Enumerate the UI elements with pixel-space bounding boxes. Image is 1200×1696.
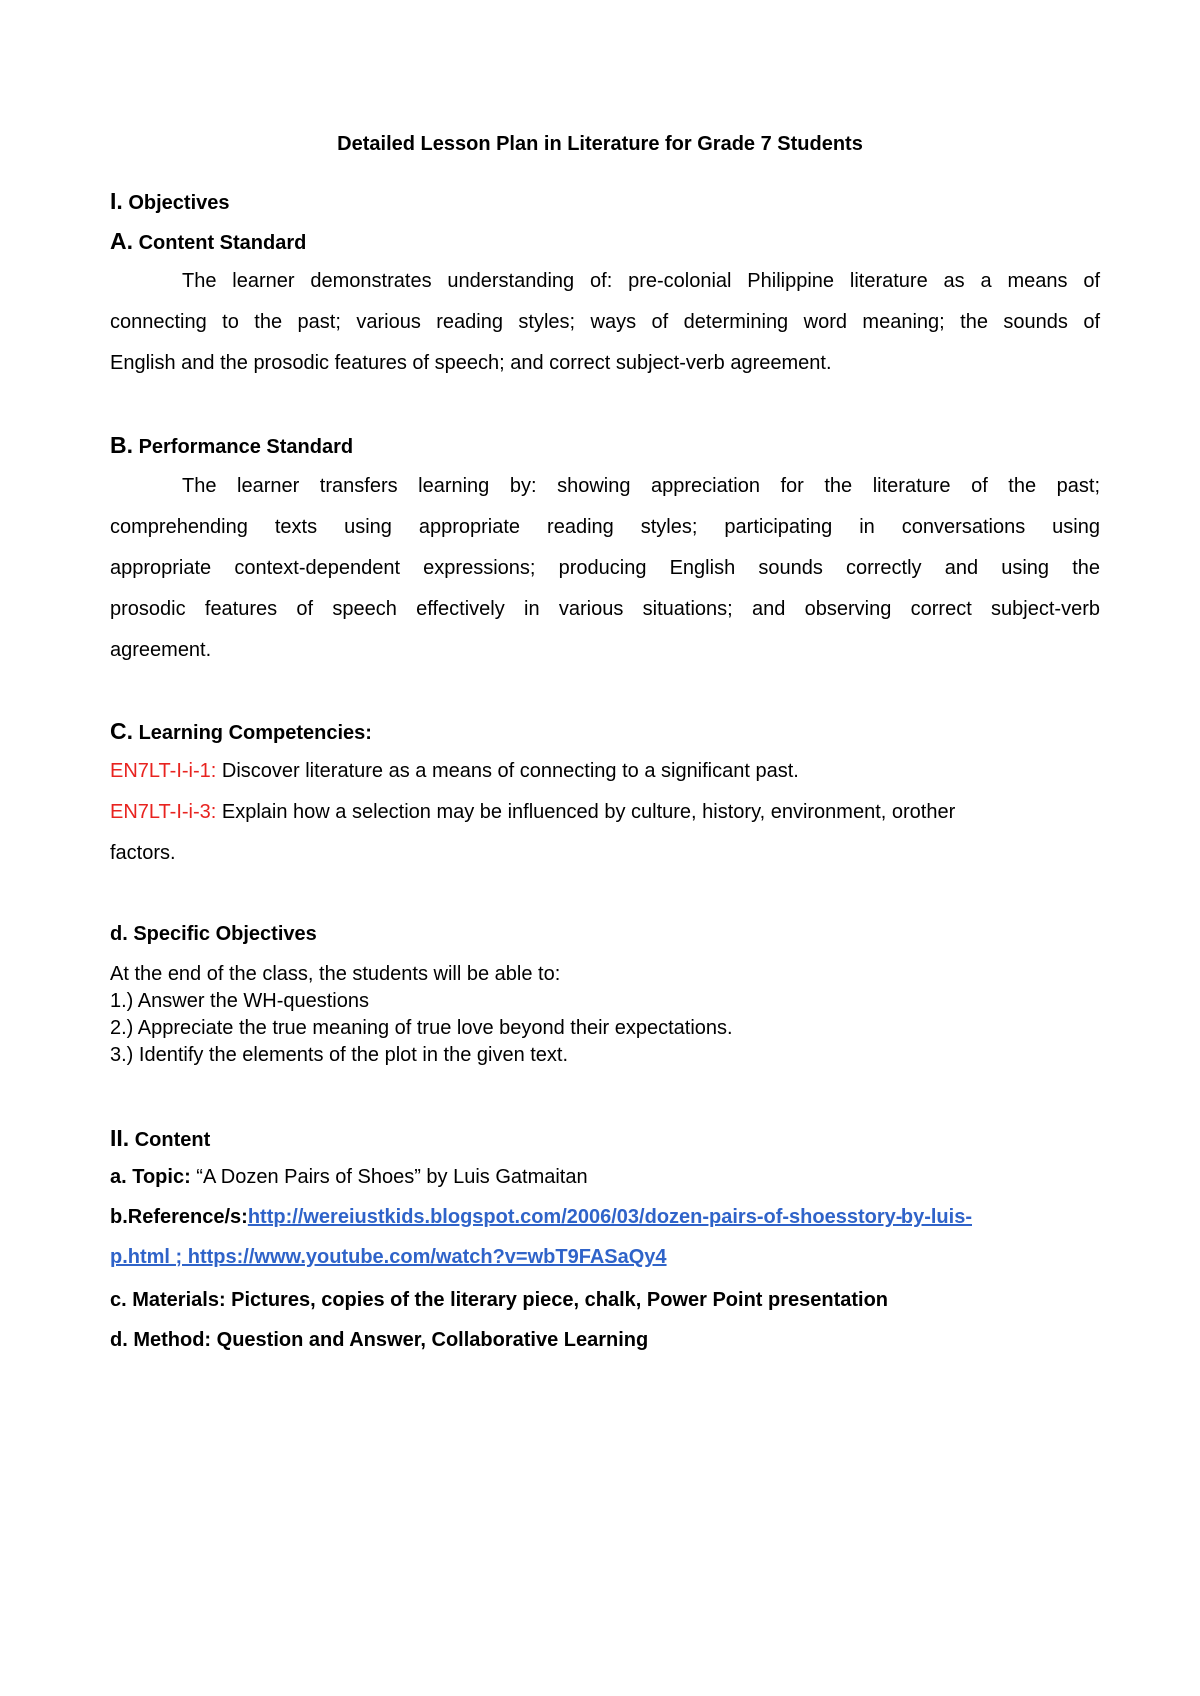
section-numeral: I. xyxy=(110,188,123,214)
objectives-intro: At the end of the class, the students will be able to: xyxy=(110,963,561,985)
subheading-performance-standard xyxy=(110,433,353,459)
section-numeral: II. xyxy=(110,1125,130,1151)
topic-label: a. Topic: xyxy=(110,1166,191,1188)
objective-item: 1.) Answer the WH-questions xyxy=(110,990,369,1012)
paragraph-line: comprehending texts using appropriate reading styles; participating in conversations using xyxy=(110,516,1100,538)
paragraph-line: The learner transfers learning by: showing appreciation for the literature of the past; xyxy=(182,475,1100,497)
content-materials: c. Materials: Pictures, copies of the literary piece, chalk, Power Point presentation xyxy=(110,1289,889,1311)
subheading-label: Learning Competencies: xyxy=(138,722,372,744)
paragraph-line: English and the prosodic features of speech; and correct subject-verb agreement. xyxy=(110,352,832,374)
competency-code: EN7LT-I-i-3: xyxy=(110,801,217,823)
page-title: Detailed Lesson Plan in Literature for Grade 7 Students xyxy=(337,133,863,155)
objective-item: 3.) Identify the elements of the plot in the given text. xyxy=(110,1044,569,1066)
competency-text: Discover literature as a means of connecting to a significant past. xyxy=(216,760,799,782)
reference-label: b.Reference/s: xyxy=(110,1206,248,1228)
subheading-content-standard xyxy=(110,229,306,255)
competency-item xyxy=(110,759,799,783)
objective-item: 2.) Appreciate the true meaning of true love beyond their expectations. xyxy=(110,1017,733,1039)
content-topic xyxy=(110,1165,588,1189)
topic-text: “A Dozen Pairs of Shoes” by Luis Gatmaitan xyxy=(190,1166,588,1188)
competency-text: Explain how a selection may be influenced by culture, history, environment, orother xyxy=(216,801,956,823)
subheading-letter: A. xyxy=(110,228,133,254)
competency-continuation: factors. xyxy=(110,842,176,864)
section-label: Content xyxy=(134,1129,211,1151)
subheading-learning-competencies xyxy=(110,719,372,745)
subheading-letter: B. xyxy=(110,432,133,458)
competency-code: EN7LT-I-i-1: xyxy=(110,760,217,782)
reference-link[interactable]: http://wereiustkids.blogspot.com/2006/03/dozen-pairs-of-shoesstory- xyxy=(247,1206,903,1228)
section-label: Objectives xyxy=(128,192,230,214)
reference-link[interactable]: p.html ; https://www.youtube.com/watch?v=wbT9FASaQy4 xyxy=(110,1246,667,1268)
section-heading-content xyxy=(110,1126,210,1152)
paragraph-line: The learner demonstrates understanding of: pre-colonial Philippine literature as a means of xyxy=(182,270,1100,292)
reference-link[interactable]: by-luis- xyxy=(900,1206,972,1228)
competency-item xyxy=(110,800,955,824)
paragraph-line: appropriate context-dependent expressions; producing English sounds correctly and using the xyxy=(110,557,1100,579)
subheading-letter: C. xyxy=(110,718,133,744)
content-reference xyxy=(110,1205,1100,1229)
subheading-label: Content Standard xyxy=(138,232,307,254)
content-method: d. Method: Question and Answer, Collaborative Learning xyxy=(110,1329,649,1351)
reference-link-continued xyxy=(110,1245,667,1269)
subheading-label: Performance Standard xyxy=(138,436,354,458)
paragraph-line: connecting to the past; various reading styles; ways of determining word meaning; the sounds of xyxy=(110,311,1100,333)
paragraph-line: agreement. xyxy=(110,639,212,661)
subheading-specific-objectives: d. Specific Objectives xyxy=(110,923,317,945)
section-heading-objectives xyxy=(110,189,230,215)
paragraph-line: prosodic features of speech effectively in various situations; and observing correct subject-verb xyxy=(110,598,1100,620)
